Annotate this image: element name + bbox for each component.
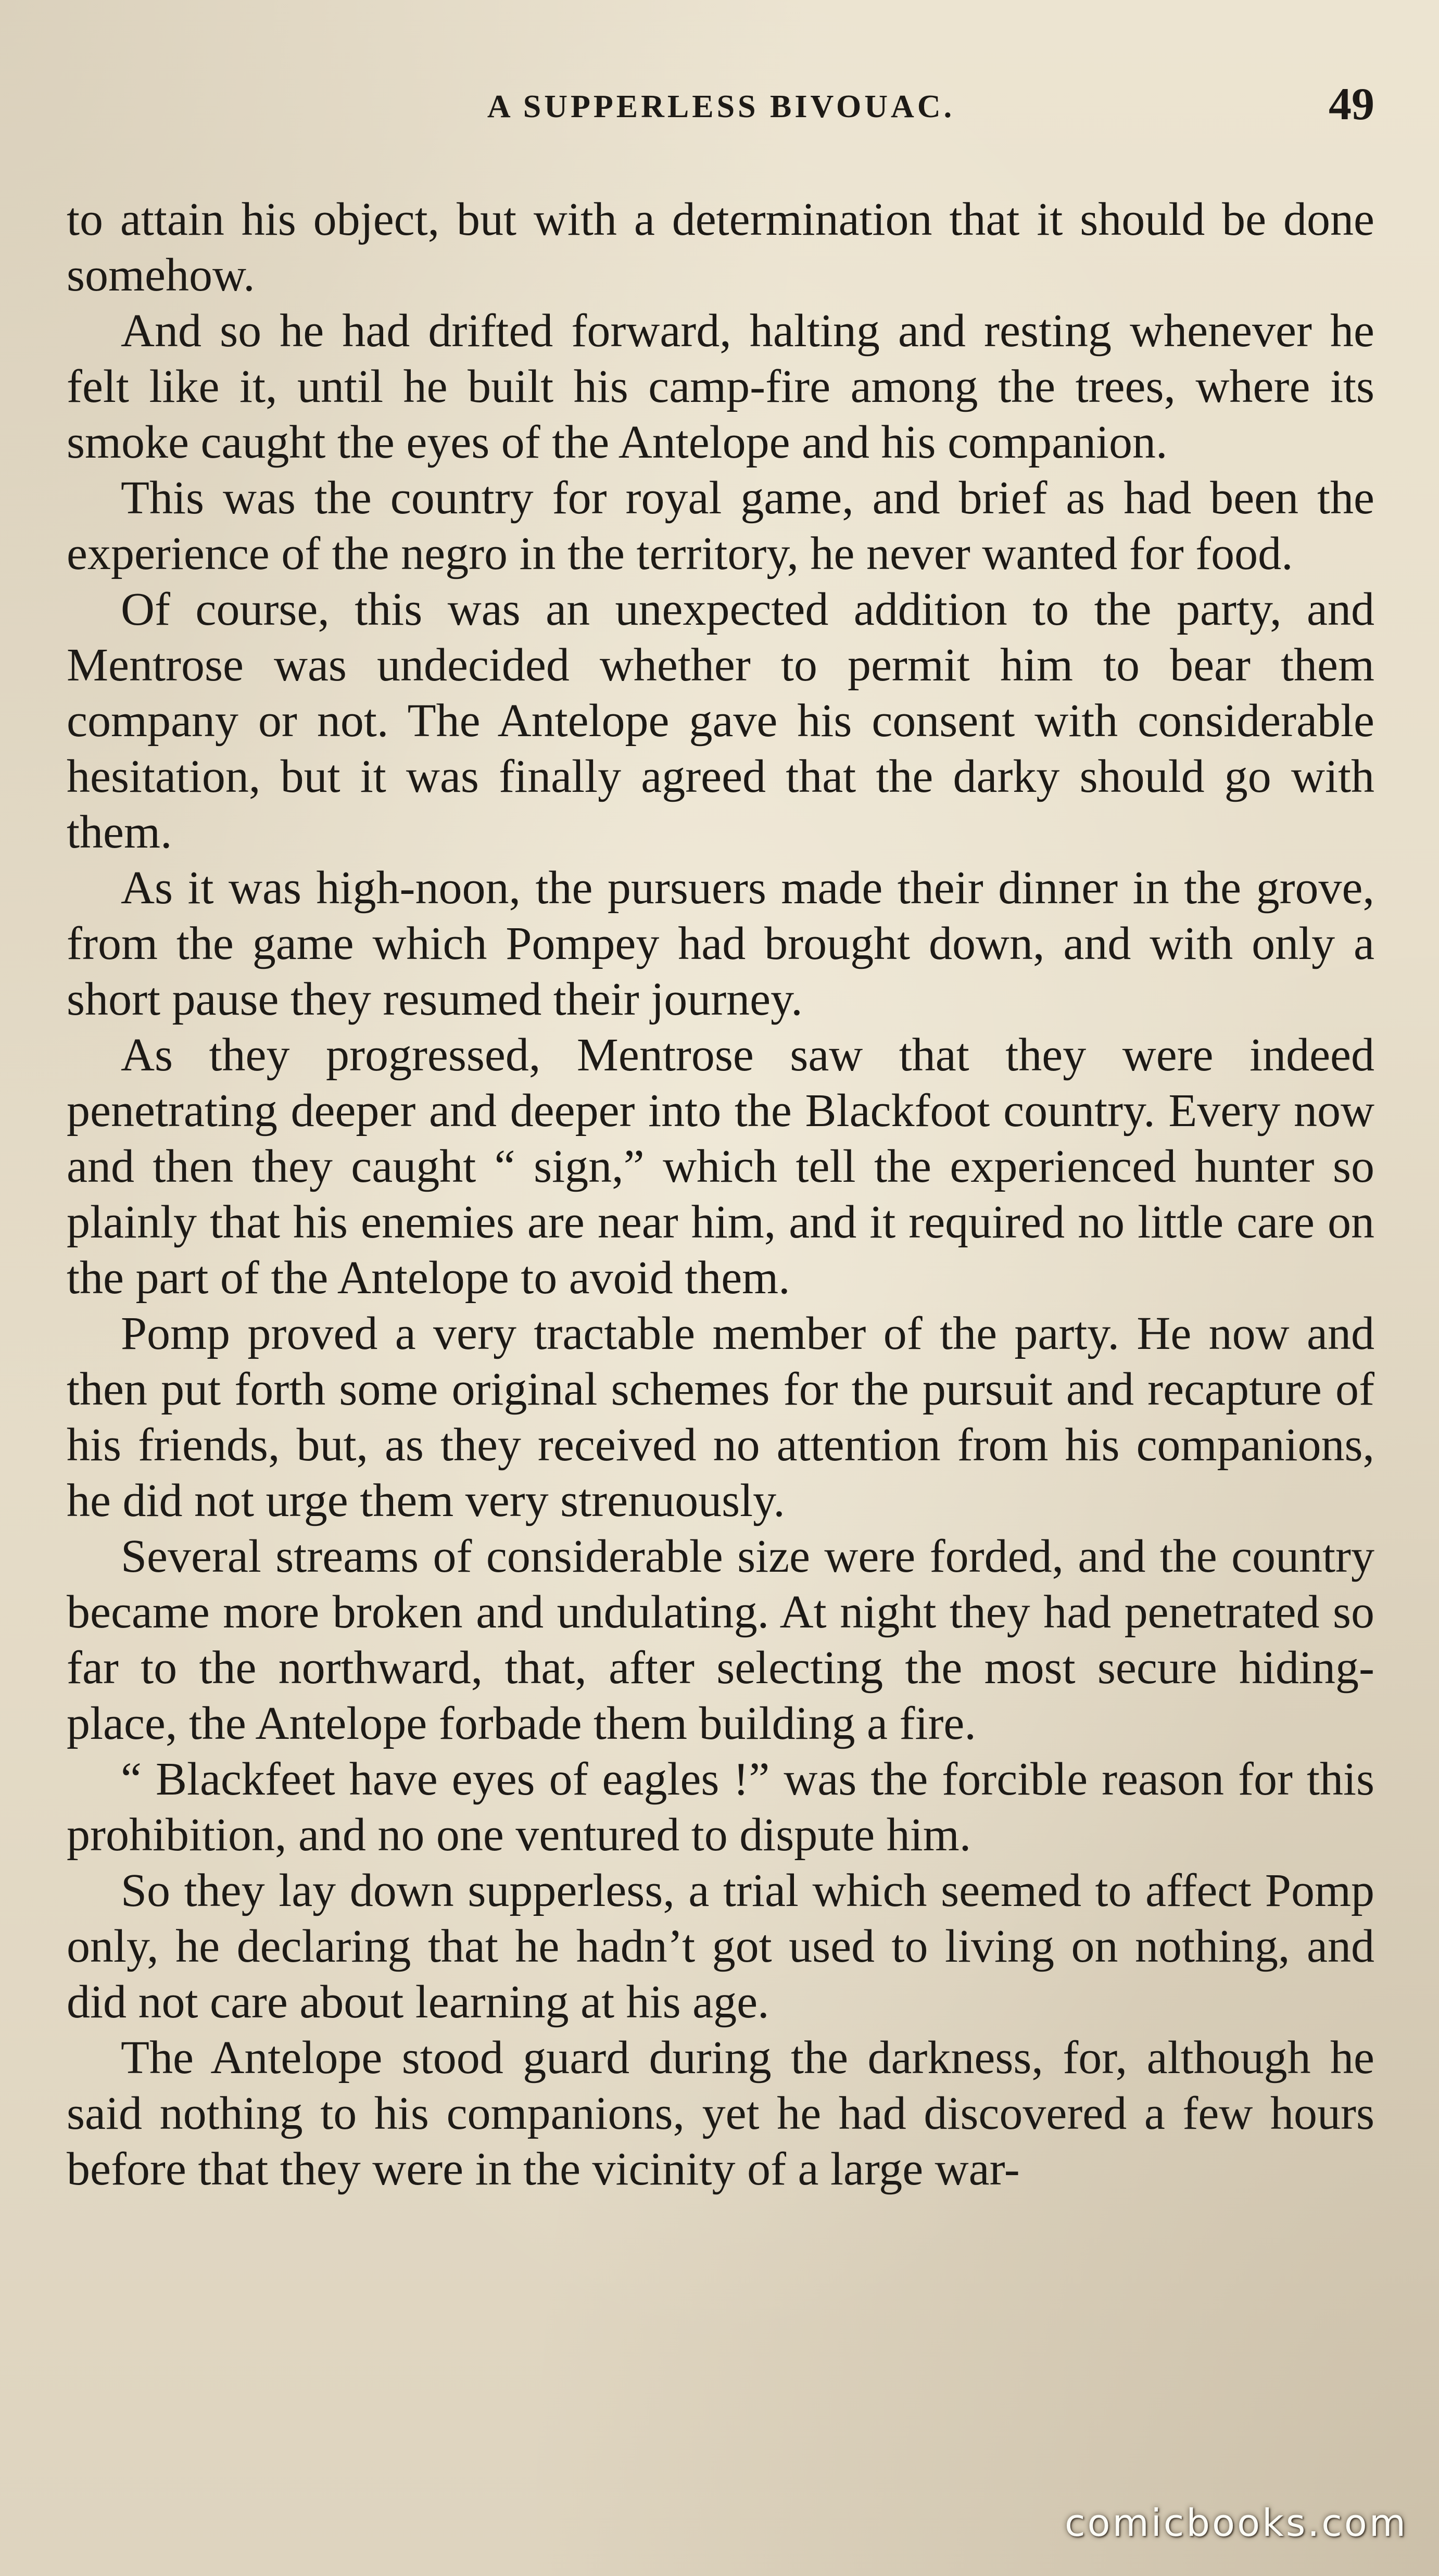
paragraph-1: to attain his object, but with a determination that it should be done somehow.	[67, 194, 1374, 301]
paragraph-7: Pomp proved a very tractable member of the party. He now and then put forth some original schemes for the pursuit and recapture of his friends, but, as they received no attention from his companions, he did not urge them very strenuously.	[67, 1308, 1374, 1526]
paragraph-8: Several streams of considerable size were forded, and the country became more broken and undulating. At night they had penetrated so far to the northward, that, after selecting the most secure hiding-place, the Antelope forbade them building a fire.	[67, 1531, 1374, 1749]
paragraph-11: The Antelope stood guard during the darkness, for, although he said nothing to his companions, yet he had discovered a few hours before that they were in the vicinity of a large war-	[67, 2032, 1374, 2195]
running-head: A SUPPERLESS BIVOUAC.	[487, 89, 955, 124]
paragraph-10: So they lay down supperless, a trial which seemed to affect Pomp only, he declaring that he hadn’t got used to living on nothing, and did not care about learning at his age.	[67, 1865, 1374, 2028]
body-text	[67, 192, 1374, 2197]
paragraph-5: As it was high-noon, the pursuers made their dinner in the grove, from the game which Pompey had brought down, and with only a short pause they resumed their journey.	[67, 862, 1374, 1025]
page-number: 49	[1329, 79, 1374, 130]
paragraph-2: And so he had drifted forward, halting and resting whenever he felt like it, until he built his camp-fire among the trees, where its smoke caught the eyes of the Antelope and his companion.	[67, 305, 1374, 468]
paragraph-9: “ Blackfeet have eyes of eagles !” was the forcible reason for this prohibition, and no one ventured to dispute him.	[67, 1753, 1374, 1861]
paragraph-6: As they progressed, Mentrose saw that they were indeed penetrating deeper and deeper into the Blackfoot country. Every now and then they caught “ sign,” which tell the experienced hunter so plainly that his enemies are near him, and it required no little care on the part of the Antelope to avoid them.	[67, 1029, 1374, 1304]
paragraph-4: Of course, this was an unexpected addition to the party, and Mentrose was undecided whether to permit him to bear them company or not. The Antelope gave his consent with considerable hesitation, but it was finally agreed that the darky should go with them.	[67, 584, 1374, 858]
page-header	[68, 78, 1374, 141]
watermark: comicbooks.com	[1064, 2501, 1408, 2545]
paragraph-3: This was the country for royal game, and brief as had been the experience of the negro in the territory, he never wanted for food.	[67, 472, 1374, 579]
